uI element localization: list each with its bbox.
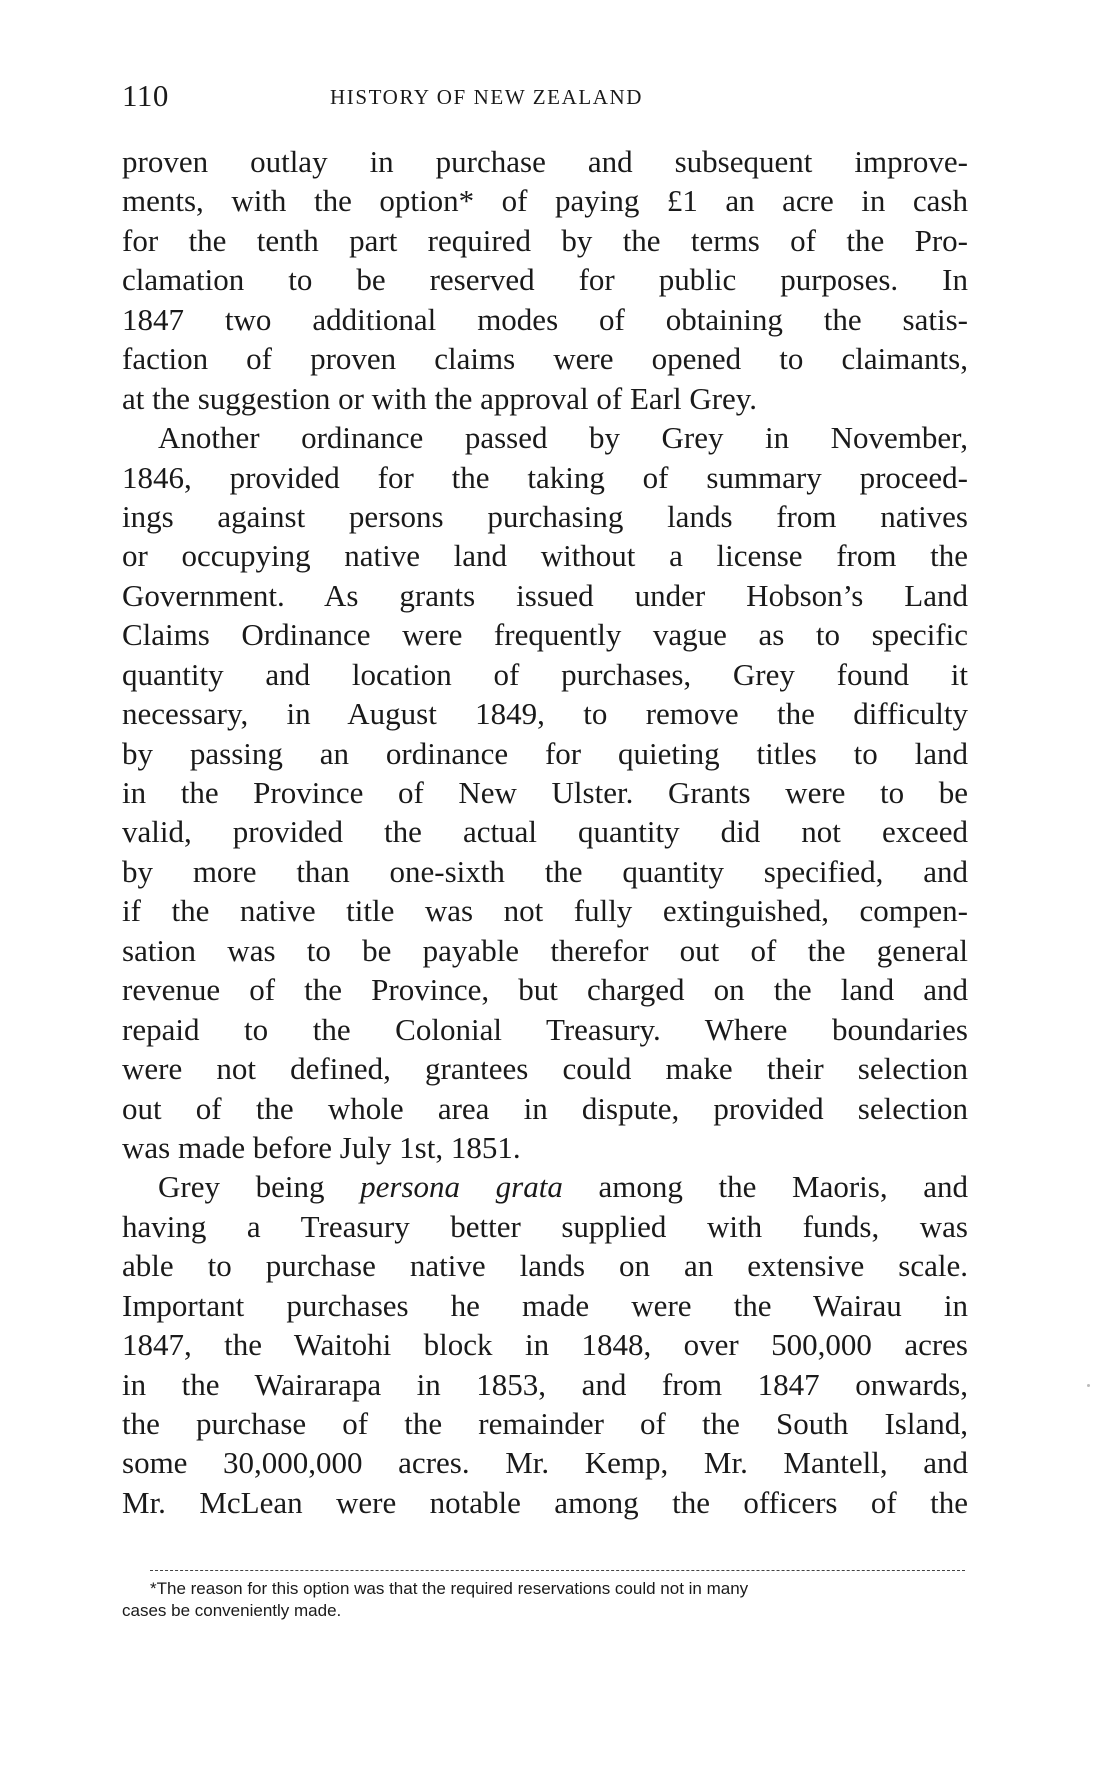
- footnote-divider: [150, 1570, 965, 1571]
- text-line: clamation to be reserved for public purposes. In: [122, 262, 968, 298]
- scan-speck: [1087, 1384, 1090, 1387]
- text-line: was made before July 1st, 1851.: [122, 1129, 521, 1165]
- paragraph-first-line: [122, 1167, 968, 1206]
- text-line: proven outlay in purchase and subsequent improve-: [122, 144, 968, 179]
- text-line: Government. As grants issued under Hobson’s Land: [122, 577, 968, 613]
- text-line: if the native title was not fully extinguished, compen-: [122, 893, 968, 929]
- footnote-line: cases be conveniently made.: [122, 1601, 342, 1620]
- running-title: HISTORY OF NEW ZEALAND: [330, 85, 644, 109]
- text-line: 1846, provided for the taking of summary proceed-: [122, 459, 968, 495]
- text-line: Important purchases he made were the Wairau in: [122, 1287, 968, 1323]
- text-line: Claims Ordinance were frequently vague as to specific: [122, 617, 968, 653]
- text-line: faction of proven claims were opened to claimants,: [122, 341, 968, 377]
- paragraph-first-line: Another ordinance passed by Grey in November,: [158, 420, 968, 456]
- text-line: repaid to the Colonial Treasury. Where boundaries: [122, 1011, 968, 1047]
- text-line: valid, provided the actual quantity did not exceed: [122, 814, 968, 850]
- page-number: 110: [122, 78, 169, 113]
- line-segment: among the Maoris, and: [562, 1169, 969, 1205]
- text-line: in the Province of New Ulster. Grants were to be: [122, 775, 968, 810]
- text-line: having a Treasury better supplied with funds, was: [122, 1208, 968, 1244]
- text-line: by more than one-sixth the quantity specified, and: [122, 853, 968, 889]
- text-line: were not defined, grantees could make their selection: [122, 1051, 968, 1087]
- line-segment: Grey being: [158, 1169, 361, 1205]
- text-line: necessary, in August 1849, to remove the difficulty: [122, 696, 968, 732]
- text-line: out of the whole area in dispute, provided selection: [122, 1090, 968, 1126]
- text-line: 1847, the Waitohi block in 1848, over 500,000 acres: [122, 1327, 968, 1363]
- text-line: sation was to be payable therefor out of the general: [122, 932, 968, 968]
- text-line: revenue of the Province, but charged on the land and: [122, 972, 968, 1008]
- text-line: at the suggestion or with the approval of Earl Grey.: [122, 380, 758, 416]
- text-line: for the tenth part required by the terms of the Pro-: [122, 222, 968, 258]
- text-line: quantity and location of purchases, Grey found it: [122, 656, 968, 692]
- text-line: in the Wairarapa in 1853, and from 1847 onwards,: [122, 1366, 968, 1402]
- footnote: [122, 1578, 968, 1622]
- text-line: some 30,000,000 acres. Mr. Kemp, Mr. Mantell, and: [122, 1445, 968, 1481]
- running-head: [122, 76, 968, 116]
- italic-phrase: persona grata: [360, 1169, 563, 1205]
- footnote-line: *The reason for this option was that the required reservations could not in many: [150, 1579, 749, 1598]
- text-line: the purchase of the remainder of the South Island,: [122, 1406, 968, 1441]
- text-line: Mr. McLean were notable among the officers of the: [122, 1484, 968, 1520]
- text-line: ings against persons purchasing lands from natives: [122, 498, 968, 534]
- text-line: 1847 two additional modes of obtaining the satis-: [122, 301, 968, 337]
- text-line: ments, with the option* of paying £1 an acre in cash: [122, 183, 968, 219]
- body-text: [122, 142, 968, 1522]
- text-line: by passing an ordinance for quieting titles to land: [122, 735, 968, 771]
- text-line: or occupying native land without a license from the: [122, 538, 968, 574]
- text-line: able to purchase native lands on an extensive scale.: [122, 1248, 968, 1284]
